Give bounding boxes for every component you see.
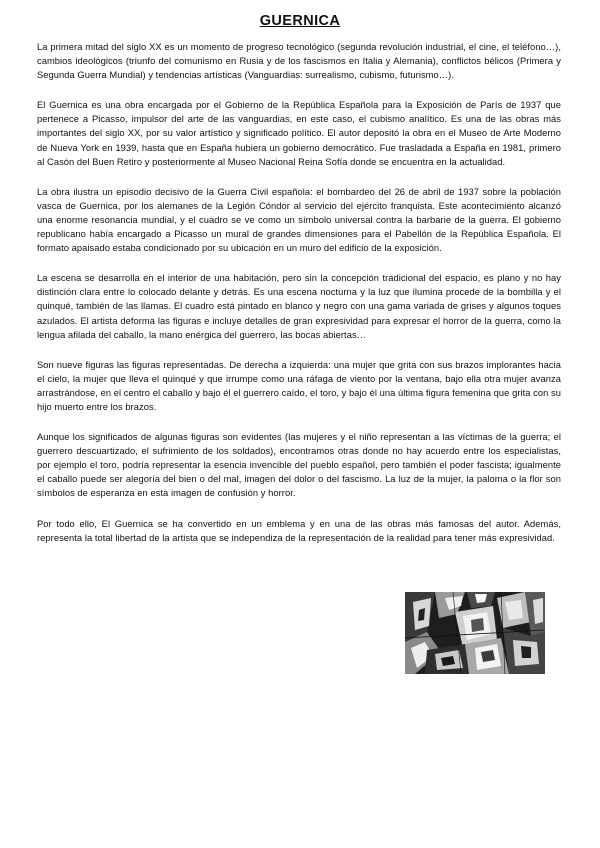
guernica-painting-graphic xyxy=(405,592,545,674)
paragraph-meanings: Aunque los significados de algunas figuras son evidentes (las mujeres y el niño representan a las víctimas de la guerra; el guerrero descuartizado, el sufrimiento de los soldados), encontramos otras donde no hay acuerdo entre los especialistas, por ejemplo el toro, podría representar la esencia invencible del pueblo español, pero también el poder fascista; igualmente el caballo puede ser alegoría del bien o del mal, imagen del dolor o del fascismo. La luz de la mujer, la paloma o la flor son símbolos de esperanza en esta imagen de confusión y horror. xyxy=(37,432,561,499)
paragraph-conclusion: Por todo ello, El Guernica se ha convertido en un emblema y en una de las obras más famosas del autor. Además, representa la total libertad de la artista que se independiza de la representación de la realidad para tener más expresividad. xyxy=(37,518,561,543)
paragraph-figures: Son nueve figuras las figuras representadas. De derecha a izquierda: una mujer que grita con sus brazos implorantes hacia el cielo, la mujer que lleva el quinqué y que irrumpe como una ráfaga de viento por la ventana, bajo ella otra mujer avanza arrastrándose, en el centro el caballo y bajo él el guerrero caído, el toro, y bajo él una última figura femenina que grita con su hijo muerto entre los brazos. xyxy=(37,359,561,412)
document-body xyxy=(37,40,561,561)
paragraph-context: La primera mitad del siglo XX es un momento de progreso tecnológico (segunda revolución industrial, el cine, el teléfono…), cambios ideológicos (triunfo del comunismo en Rusia y de los fascismos en Italia y Alemania), conflictos bélicos (Primera y Segunda Guerra Mundial) y tendencias artísticas (Vanguardias: surrealismo, cubismo, futurismo…). xyxy=(37,42,561,81)
paragraph-bombing: La obra ilustra un episodio decisivo de la Guerra Civil española: el bombardeo del 26 de abril de 1937 sobre la población vasca de Guernica, por los alemanes de la Legión Cóndor al servicio del ejército franquista. Este acontecimiento alcanzó una enorme resonancia mundial, y el cuadro se ve como un símbolo universal contra la barbarie de la guerra. El gobierno republicano había encargado a Picasso un mural de grandes dimensiones para el Pabellón de la República Española. El formato apaisado estaba condicionado por su ubicación en un muro del edificio de la exposición. xyxy=(37,186,561,254)
page-title: GUERNICA xyxy=(259,13,341,29)
paragraph-scene: La escena se desarrolla en el interior de una habitación, pero sin la concepción tradicional del espacio, es plano y no hay distinción clara entre lo colocado delante y detrás. Es una escena nocturna y la luz que ilumina procede de la bombilla y el quinqué, también de las llamas. El cuadro está pintado en blanco y negro con una gama variada de grises y algunos toques azulados. El artista deforma las figuras e incluye detalles de gran expresividad para expresar el horror de la guerra, como la lengua afilada del caballo, la mano enérgica del guerrero, las bocas abiertas… xyxy=(37,273,561,340)
guernica-painting-image xyxy=(405,592,545,674)
paragraph-commission: El Guernica es una obra encargada por el Gobierno de la República Española para la Exposición de París de 1937 que pertenece a Picasso, impulsor del arte de las vanguardias, en este caso, el cubismo analítico. Es una de las obras más importantes del siglo XX, por su valor artístico y significado político. El autor depositó la obra en el Museo de Arte Moderno de Nueva York en 1939, hasta que en España hubiera un gobierno democrático. Fue trasladada a España en 1981, primero al Casón del Buen Retiro y posteriormente al Museo Nacional Reina Sofía donde se encuentra en la actualidad. xyxy=(37,100,561,167)
